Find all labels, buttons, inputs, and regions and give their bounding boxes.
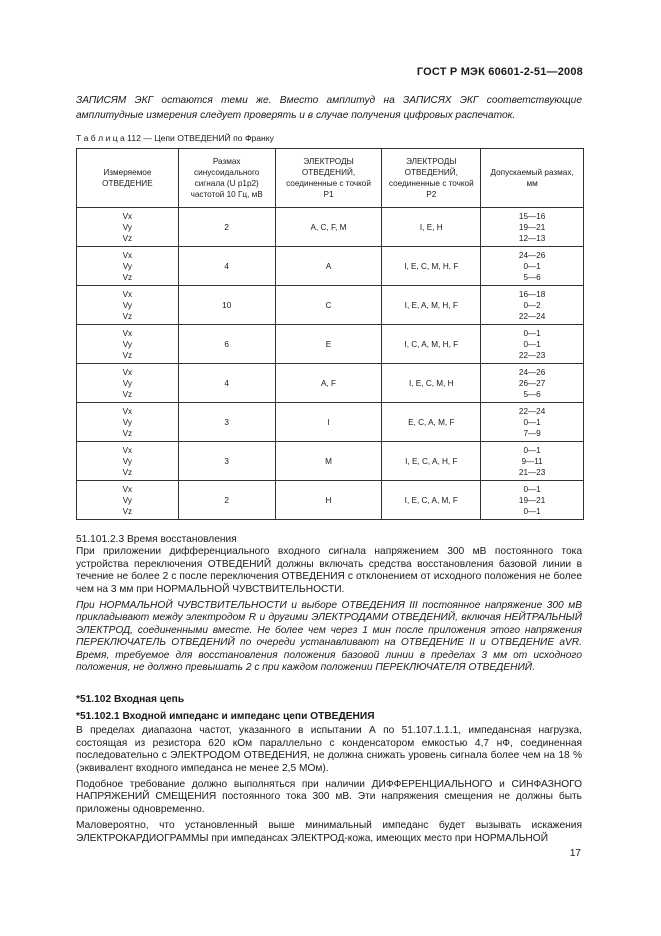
- cell-leads: Vx Vy Vz: [77, 481, 179, 520]
- cell-allowed-range: 15—16 19—21 12—13: [481, 208, 584, 247]
- table-row: [77, 442, 584, 481]
- cell-electrodes-p2: I, E, C, M, H, F: [382, 247, 481, 286]
- intro-paragraph: ЗАПИСЯМ ЭКГ остаются теми же. Вместо амплитуд на ЗАПИСЯХ ЭКГ соответствующие амплитудные измерения следует проверять и в случае получения цифровых распечаток.: [76, 95, 582, 121]
- cell-electrodes-p2: I, E, C, A, M, F: [382, 481, 481, 520]
- cell-electrodes-p2: I, C, A, M, H, F: [382, 325, 481, 364]
- header-electrodes-p1: ЭЛЕКТРОДЫ ОТВЕДЕНИЙ, соединенные с точкой P1: [275, 149, 382, 208]
- paragraph: Маловероятно, что установленный выше минимальный импеданс будет вызывать искажения ЭЛЕКТРОКАРДИОГРАММЫ при импедансах ЭЛЕКТРОД-кожа, имеющих место при НОРМАЛЬНОЙ: [76, 820, 582, 844]
- cell-allowed-range: 0—1 9—11 21—23: [481, 442, 584, 481]
- cell-electrodes-p1: A, C, F, M: [275, 208, 382, 247]
- cell-electrodes-p1: C: [275, 286, 382, 325]
- frank-leads-table: [76, 148, 584, 520]
- cell-leads: Vx Vy Vz: [77, 247, 179, 286]
- cell-electrodes-p2: I, E, C, A, H, F: [382, 442, 481, 481]
- cell-leads: Vx Vy Vz: [77, 403, 179, 442]
- cell-electrodes-p2: E, C, A, M, F: [382, 403, 481, 442]
- table-row: [77, 247, 584, 286]
- header-amplitude: Размах синусоидального сигнала (U p1p2) частотой 10 Гц, мВ: [178, 149, 275, 208]
- cell-amplitude: 2: [178, 208, 275, 247]
- cell-electrodes-p1: I: [275, 403, 382, 442]
- cell-amplitude: 10: [178, 286, 275, 325]
- cell-leads: Vx Vy Vz: [77, 208, 179, 247]
- cell-electrodes-p2: I, E, H: [382, 208, 481, 247]
- table-row: [77, 286, 584, 325]
- cell-allowed-range: 22—24 0—1 7—9: [481, 403, 584, 442]
- cell-allowed-range: 16—18 0—2 22—24: [481, 286, 584, 325]
- header-lead: Измеряемое ОТВЕДЕНИЕ: [77, 149, 179, 208]
- paragraph: Подобное требование должно выполняться при наличии ДИФФЕРЕНЦИАЛЬНОГО и СИНФАЗНОГО НАПРЯЖЕНИЙ СМЕЩЕНИЯ постоянного тока 300 мВ. Эти напряжения смещения не должны быть приложены одновременно.: [76, 779, 582, 815]
- page-number: 17: [569, 848, 581, 859]
- cell-amplitude: 6: [178, 325, 275, 364]
- cell-leads: Vx Vy Vz: [77, 286, 179, 325]
- cell-allowed-range: 24—26 26—27 5—6: [481, 364, 584, 403]
- cell-electrodes-p1: A, F: [275, 364, 382, 403]
- cell-electrodes-p1: H: [275, 481, 382, 520]
- cell-leads: Vx Vy Vz: [77, 325, 179, 364]
- cell-electrodes-p1: M: [275, 442, 382, 481]
- cell-electrodes-p1: E: [275, 325, 382, 364]
- cell-amplitude: 2: [178, 481, 275, 520]
- cell-allowed-range: 0—1 19—21 0—1: [481, 481, 584, 520]
- table-row: [77, 208, 584, 247]
- cell-electrodes-p2: I, E, A, M, H, F: [382, 286, 481, 325]
- cell-leads: Vx Vy Vz: [77, 442, 179, 481]
- cell-amplitude: 4: [178, 247, 275, 286]
- section-51-102-1: [76, 711, 582, 845]
- table-header-row: [77, 149, 584, 208]
- section-heading: 51.101.2.3 Время восстановления: [76, 534, 237, 545]
- header-allowed-range: Допускаемый размах, мм: [481, 149, 584, 208]
- table-row: [77, 325, 584, 364]
- section-heading: *51.102.1 Входной импеданс и импеданс цепи ОТВЕДЕНИЯ: [76, 711, 375, 722]
- cell-electrodes-p1: A: [275, 247, 382, 286]
- paragraph: В пределах диапазона частот, указанного в испытании А по 51.107.1.1.1, импедансная нагрузка, состоящая из резистора 620 кОм параллельно с конденсатором емкостью 4,7 нФ, соединенная последовательно с ЭЛЕКТРОДОМ ОТВЕДЕНИЯ, не должна снижать уровень сигнала более чем на 18 % (эквивалент входного импеданса не менее 2,5 МОм).: [76, 725, 582, 774]
- cell-amplitude: 4: [178, 364, 275, 403]
- document-header: ГОСТ Р МЭК 60601-2-51—2008: [416, 66, 583, 78]
- table-row: [77, 364, 584, 403]
- section-51-102-heading: *51.102 Входная цепь: [76, 694, 185, 705]
- cell-amplitude: 3: [178, 403, 275, 442]
- table-row: [77, 403, 584, 442]
- cell-allowed-range: 0—1 0—1 22—23: [481, 325, 584, 364]
- paragraph: При приложении дифференциального входного сигнала напряжением 300 мВ постоянного тока устройства переключения ОТВЕДЕНИЙ должны включать средства восстановления базовой линии в течение не более 2 с после переключения ОТВЕДЕНИЯ с отклонением от исходного положения не более чем на 3 мм при НОРМАЛЬНОЙ ЧУВСТВИТЕЛЬНОСТИ.: [76, 546, 582, 595]
- table-caption: Т а б л и ц а 112 — Цепи ОТВЕДЕНИЙ по Франку: [76, 133, 274, 143]
- cell-amplitude: 3: [178, 442, 275, 481]
- paragraph-italic: При НОРМАЛЬНОЙ ЧУВСТВИТЕЛЬНОСТИ и выборе ОТВЕДЕНИЯ III постоянное напряжение 300 мВ прикладывают между электродом R и другими ЭЛЕКТРОДАМИ ОТВЕДЕНИЙ, включая НЕЙТРАЛЬНЫЙ ЭЛЕКТРОД, соединенными вместе. Не более чем через 1 мин после приложения этого напряжения ПЕРЕКЛЮЧАТЕЛЬ ОТВЕДЕНИЙ по очереди устанавливают на ОТВЕДЕНИЕ II и ОТВЕДЕНИЕ aVR. Время, требуемое для восстановления положения базовой линии в пределах 3 мм от исходного положения, не должно превышать 2 с при каждом положении ПЕРЕКЛЮЧАТЕЛЯ ОТВЕДЕНИЙ.: [76, 600, 582, 674]
- table-row: [77, 481, 584, 520]
- cell-electrodes-p2: I, E, C, M, H: [382, 364, 481, 403]
- cell-leads: Vx Vy Vz: [77, 364, 179, 403]
- section-51-101-2-3: [76, 534, 582, 674]
- cell-allowed-range: 24—26 0—1 5—6: [481, 247, 584, 286]
- header-electrodes-p2: ЭЛЕКТРОДЫ ОТВЕДЕНИЙ, соединенные с точкой P2: [382, 149, 481, 208]
